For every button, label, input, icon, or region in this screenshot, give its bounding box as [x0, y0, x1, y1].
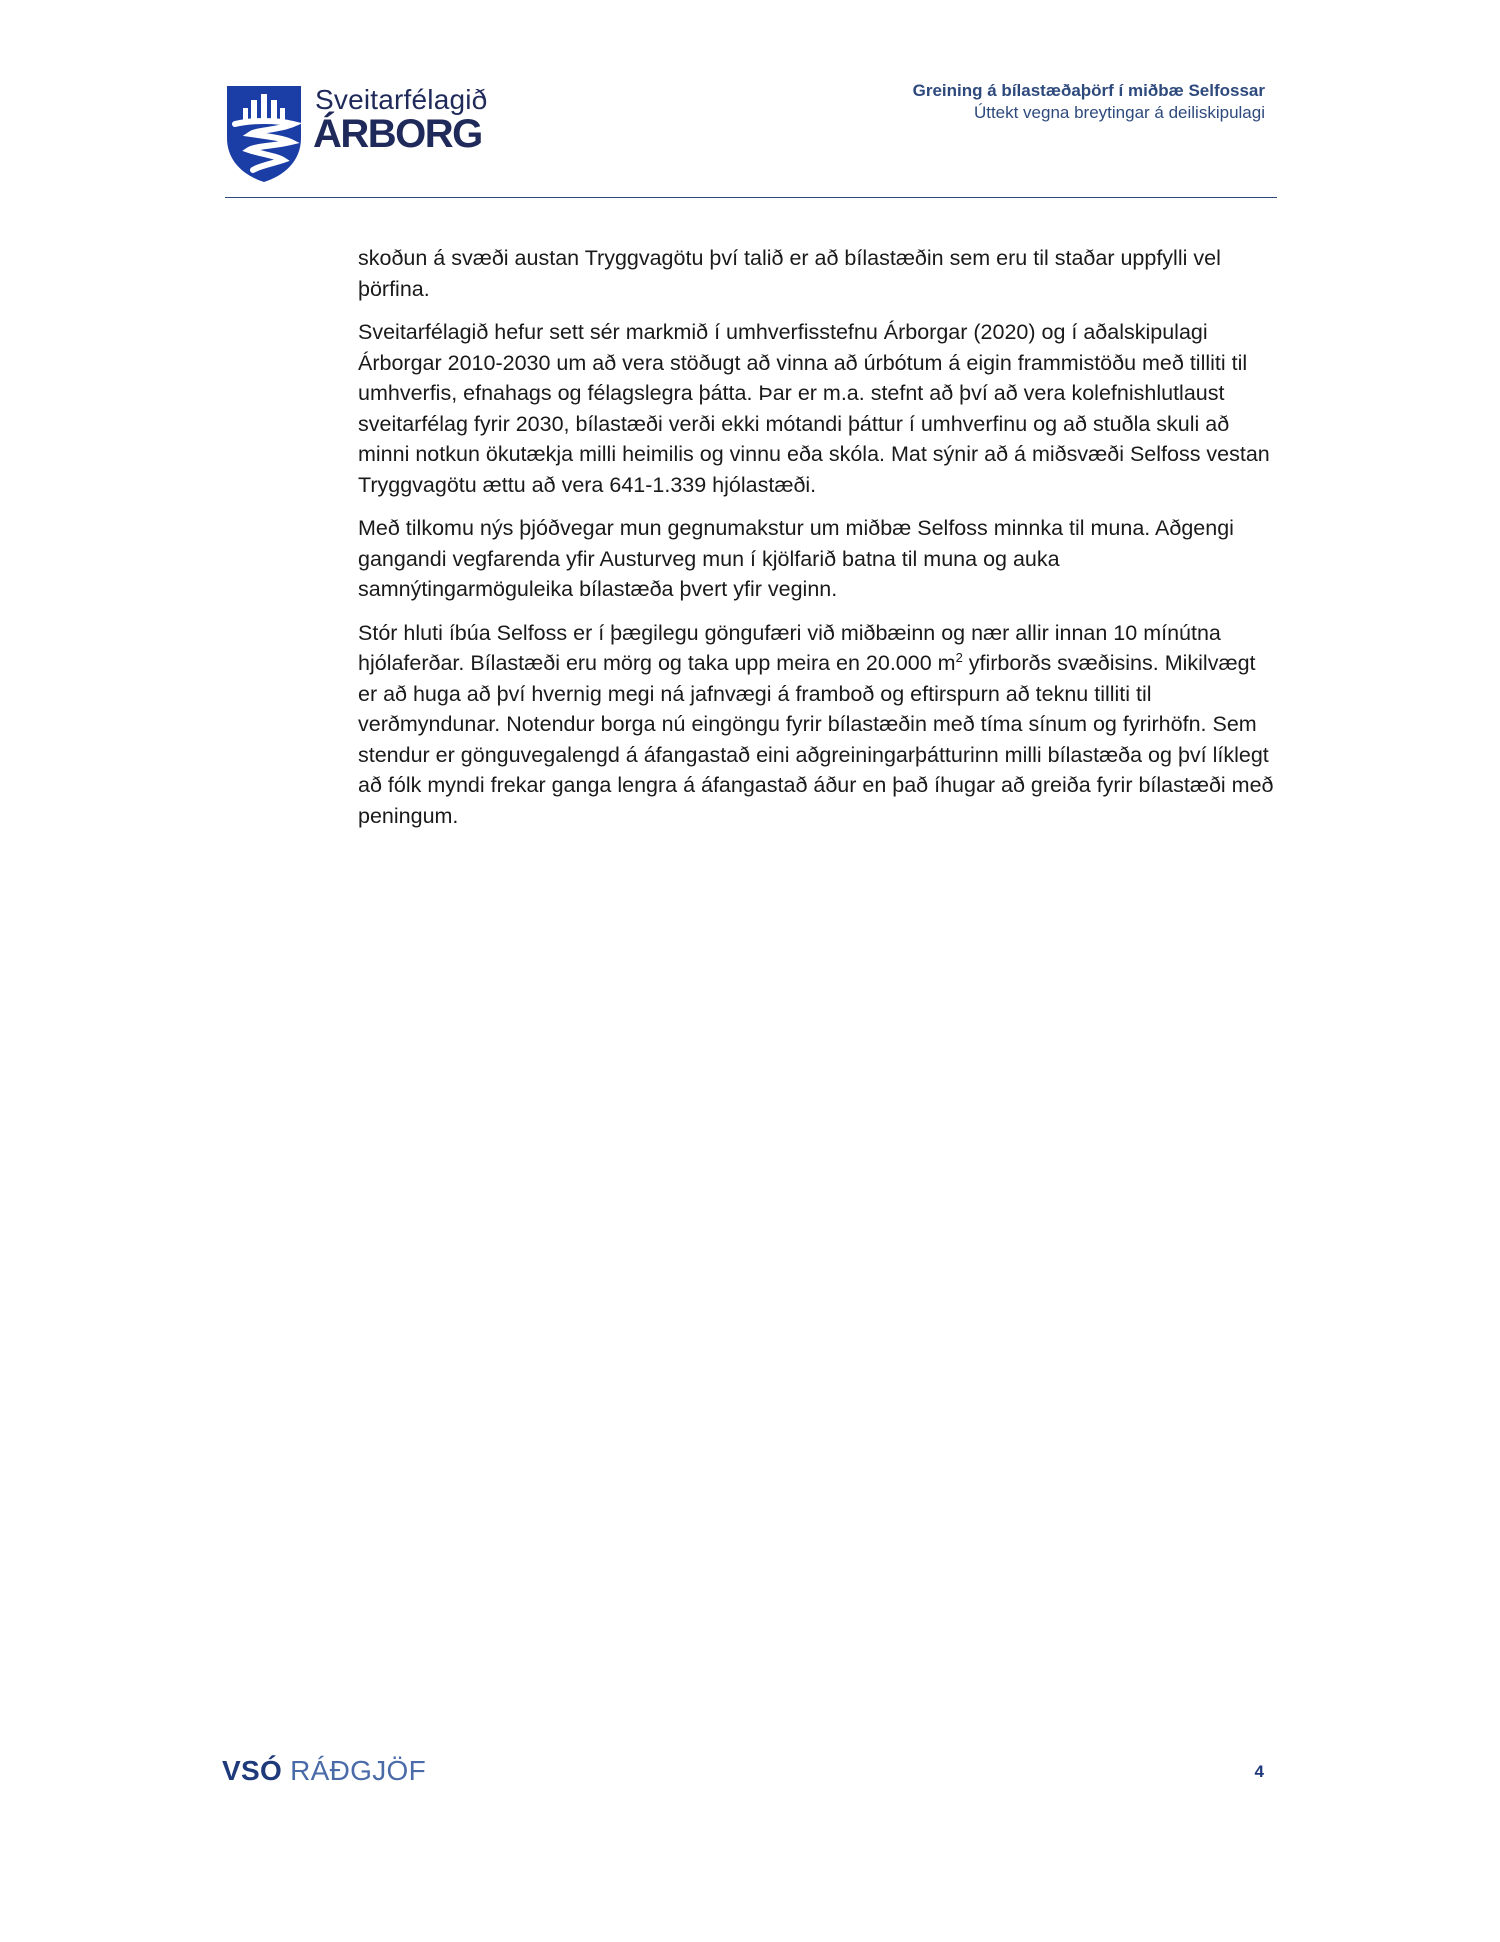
body-text — [358, 243, 1280, 844]
paragraph-text: Stór hluti íbúa Selfoss er í þægilegu göngufæri við miðbæinn og nær allir innan 10 mínútna hjólaferðar. Bílastæði eru mörg og taka upp meira en 20.000 m — [358, 620, 1221, 675]
logo-text-line1: Sveitarfélagið — [315, 84, 488, 115]
page-number: 4 — [1254, 1762, 1264, 1781]
paragraph — [358, 618, 1280, 832]
footer-brand-bold: VSÓ — [222, 1755, 283, 1786]
header-divider — [225, 197, 1277, 198]
paragraph: skoðun á svæði austan Tryggvagötu því talið er að bílastæðin sem eru til staðar uppfylli vel þörfina. — [358, 246, 1221, 301]
paragraph-text: yfirborðs svæðisins. Mikilvægt er að huga að því hvernig megi ná jafnvægi á framboð og eftirspurn að teknu tilliti til verðmyndunar. Notendur borga nú eingöngu fyrir bílastæðin með tíma sínum og fyrirhöfn. Sem stendur er gönguvegalengd á áfangastað eini aðgreiningarþátturinn milli bílastæða og því líklegt að fólk myndi frekar ganga lengra á áfangastað áður en það íhugar að greiða fyrir bílastæði með peningum. — [358, 651, 1274, 828]
document-header — [913, 80, 1265, 124]
paragraph: Með tilkomu nýs þjóðvegar mun gegnumakstur um miðbæ Selfoss minnka til muna. Aðgengi gangandi vegfarenda yfir Austurveg mun í kjölfarið batna til muna og auka samnýtingarmöguleika bílastæða þvert yfir veginn. — [358, 516, 1234, 601]
superscript: 2 — [955, 649, 963, 665]
header-title: Greining á bílastæðaþörf í miðbæ Selfossar — [912, 81, 1265, 100]
paragraph: Sveitarfélagið hefur sett sér markmið í umhverfisstefnu Árborgar (2020) og í aðalskipulagi Árborgar 2010-2030 um að vera stöðugt að vinna að úrbótum á eigin frammistöðu með tilliti til umhverfis, efnahags og félagslegra þátta. Þar er m.a. stefnt að því að vera kolefnishlutlaust sveitarfélag fyrir 2030, bílastæði verði ekki mótandi þáttur í umhverfinu og að stuðla skuli að minni notkun ökutækja milli heimilis og vinnu eða skóla. Mat sýnir að á miðsvæði Selfoss vestan Tryggvagötu ættu að vera 641-1.339 hjólastæði. — [358, 320, 1270, 497]
header-subtitle: Úttekt vegna breytingar á deiliskipulagi — [973, 103, 1265, 122]
logo-text-line2: ÁRBORG — [313, 112, 482, 156]
footer-brand-light: RÁÐGJÖF — [282, 1755, 426, 1786]
arborg-shield-icon — [225, 84, 303, 184]
footer-brand-logo — [222, 1755, 426, 1787]
municipality-logo — [225, 84, 488, 184]
